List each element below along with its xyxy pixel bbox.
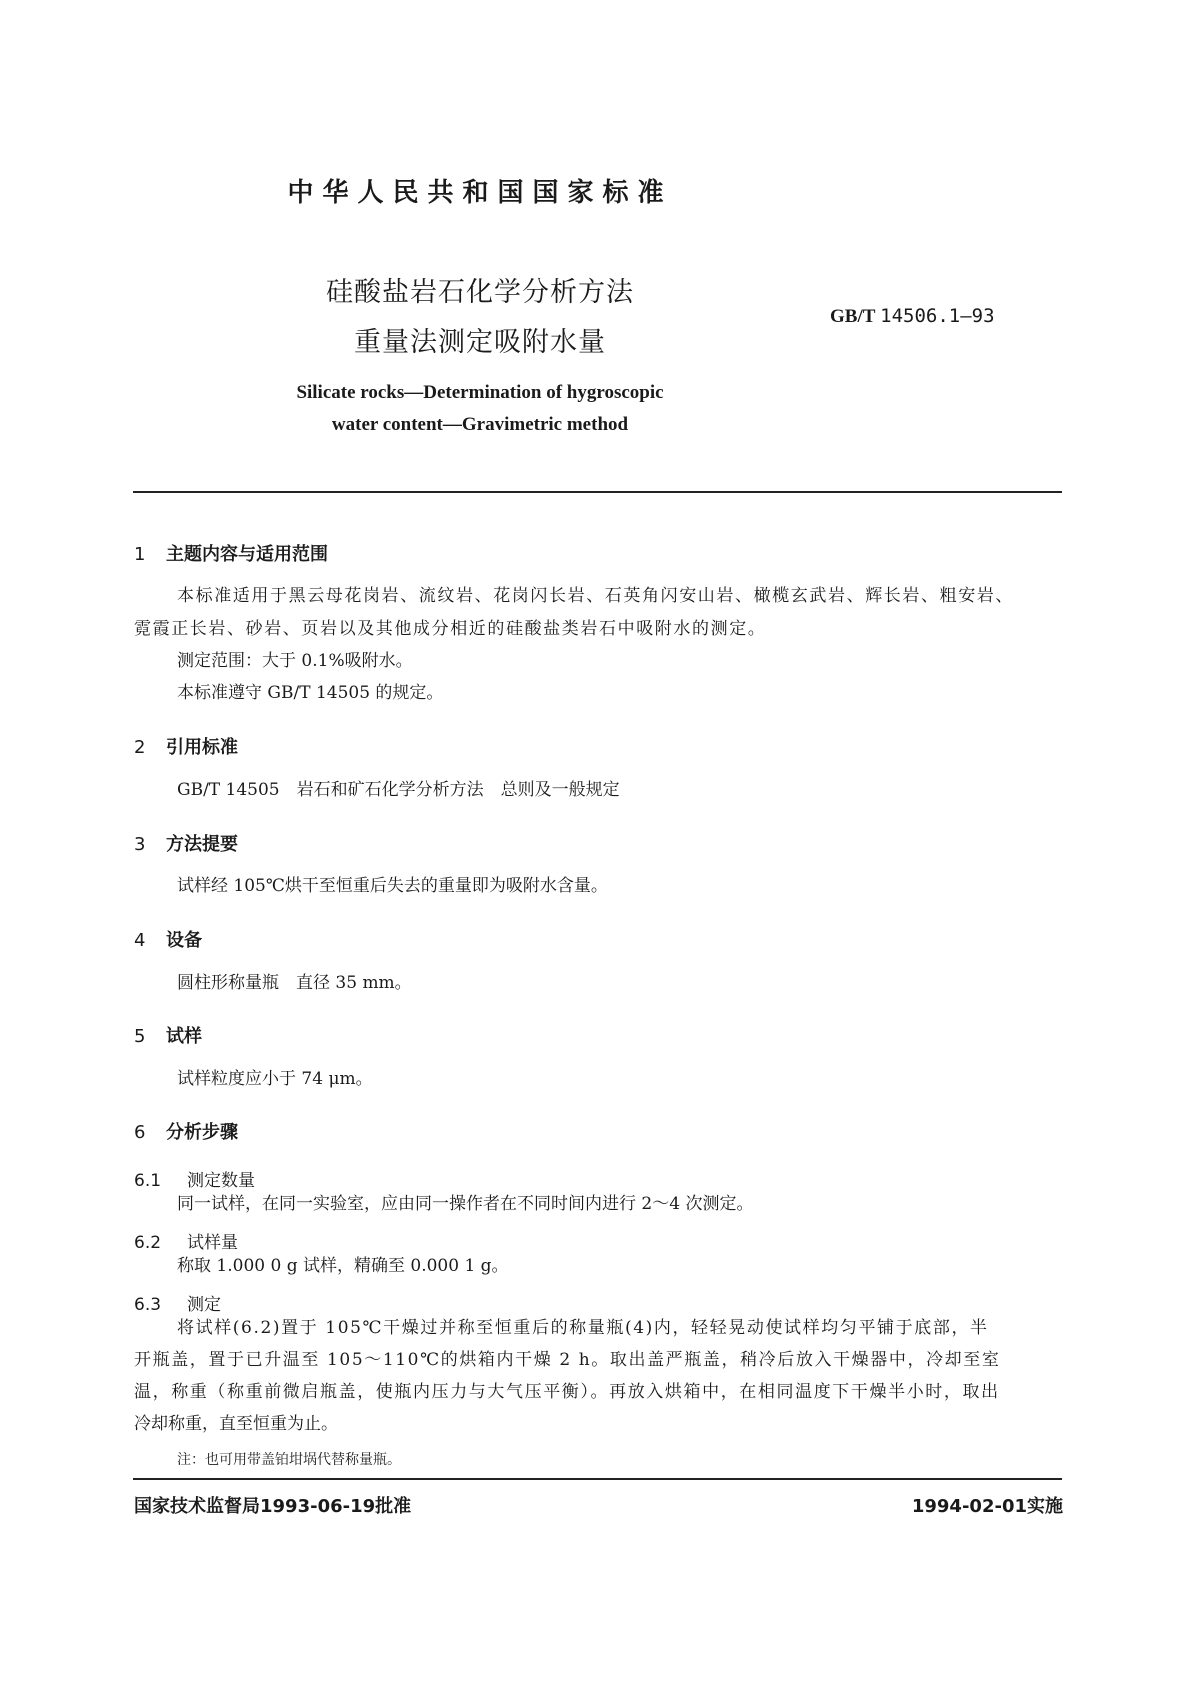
subsection-title: 测定 <box>187 1295 221 1315</box>
subsection-6-3-heading <box>134 1290 221 1315</box>
title-cn-line2: 重量法测定吸附水量 <box>354 327 606 358</box>
section-4-paragraph: 圆柱形称量瓶 直径 35 mm。 <box>177 973 412 993</box>
section-6-heading <box>134 1118 238 1144</box>
section-4-heading <box>134 926 202 952</box>
section-title: 试样 <box>166 1026 202 1047</box>
section-title: 引用标准 <box>166 737 238 758</box>
section-5-heading <box>134 1022 202 1048</box>
subsection-title: 试样量 <box>187 1233 238 1253</box>
implementation-date: 1994-02-01实施 <box>911 1496 1063 1517</box>
subsection-6-1-paragraph: 同一试样，在同一实验室，应由同一操作者在不同时间内进行 2～4 次测定。 <box>177 1194 754 1214</box>
title-en-line2: water content—Gravimetric method <box>331 414 629 435</box>
title-en-line1: Silicate rocks—Determination of hygroscopic <box>296 382 664 403</box>
subsection-6-1-heading <box>134 1166 255 1191</box>
section-3-paragraph: 试样经 105℃烘干至恒重后失去的重量即为吸附水含量。 <box>177 876 608 896</box>
section-5-paragraph: 试样粒度应小于 74 μm。 <box>177 1069 373 1089</box>
subsection-number: 6.3 <box>134 1295 162 1315</box>
subsection-6-3-line2: 开瓶盖，置于已升温至 105～110℃的烘箱内干燥 2 h。取出盖严瓶盖，稍冷后放入干燥器中，冷却至室 <box>134 1350 1001 1370</box>
subsection-number: 6.1 <box>134 1171 162 1191</box>
section-number: 2 <box>134 737 146 758</box>
section-title: 分析步骤 <box>166 1122 238 1143</box>
section-title: 设备 <box>166 930 202 951</box>
footer-divider <box>133 1478 1062 1480</box>
subsection-6-3-line3: 温，称重（称重前微启瓶盖，使瓶内压力与大气压平衡）。再放入烘箱中，在相同温度下干燥半小时，取出 <box>134 1382 1000 1402</box>
section-2-reference: GB/T 14505 岩石和矿石化学分析方法 总则及一般规定 <box>177 780 620 800</box>
section-3-heading <box>134 830 238 856</box>
subsection-6-2-paragraph: 称取 1.000 0 g 试样，精确至 0.000 1 g。 <box>177 1256 509 1276</box>
standard-number: 14506.1—93 <box>880 305 995 327</box>
subsection-6-3-line1: 将试样(6.2)置于 105℃干燥过并称至恒重后的称量瓶(4)内，轻轻晃动使试样均匀平铺于底部，半 <box>177 1318 989 1338</box>
section-1-paragraph-line1: 本标准适用于黑云母花岗岩、流纹岩、花岗闪长岩、石英角闪安山岩、橄榄玄武岩、辉长岩、粗安岩、 <box>177 586 1014 606</box>
subsection-title: 测定数量 <box>187 1171 255 1191</box>
approval-date: 国家技术监督局1993-06-19批准 <box>134 1496 412 1517</box>
subsection-6-3-line4: 冷却称重，直至恒重为止。 <box>134 1414 338 1434</box>
subsection-6-2-heading <box>134 1228 238 1253</box>
section-number: 4 <box>134 930 146 951</box>
section-number: 3 <box>134 834 146 855</box>
section-1-paragraph-line2: 霓霞正长岩、砂岩、页岩以及其他成分相近的硅酸盐类岩石中吸附水的测定。 <box>134 619 767 639</box>
section-number: 5 <box>134 1026 146 1047</box>
header-divider <box>133 491 1062 493</box>
section-1-heading <box>134 540 328 566</box>
section-number: 6 <box>134 1122 146 1143</box>
section-title: 方法提要 <box>166 834 238 855</box>
section-2-heading <box>134 733 238 759</box>
title-cn-line1: 硅酸盐岩石化学分析方法 <box>326 277 634 308</box>
section-number: 1 <box>134 544 146 565</box>
subsection-number: 6.2 <box>134 1233 162 1253</box>
standard-code <box>830 305 995 328</box>
section-title: 主题内容与适用范围 <box>166 544 328 565</box>
national-standard-heading: 中华人民共和国国家标准 <box>287 178 673 208</box>
subsection-6-3-note: 注：也可用带盖铂坩埚代替称量瓶。 <box>177 1452 401 1468</box>
section-1-range: 测定范围：大于 0.1%吸附水。 <box>177 651 413 671</box>
section-1-compliance: 本标准遵守 GB/T 14505 的规定。 <box>177 683 444 703</box>
standard-prefix: GB/T <box>830 306 876 327</box>
